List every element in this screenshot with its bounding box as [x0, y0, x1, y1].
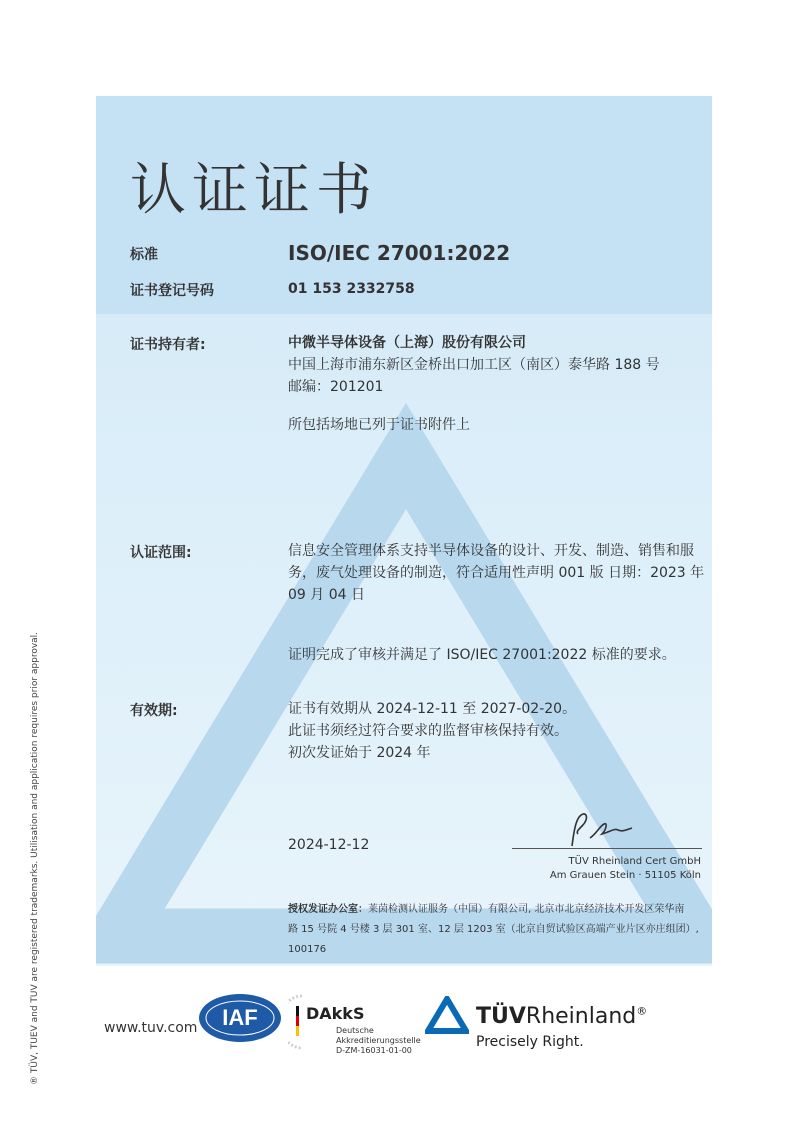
- office-line-3: 100176: [288, 944, 327, 955]
- tuv-brand-bold: TÜV: [476, 1004, 526, 1029]
- office-line-2: 路 15 号院 4 号楼 3 层 301 室、12 层 1203 室（北京自贸试验区高端产业片区亦庄组团）,: [288, 924, 699, 935]
- trademark-note: ® TÜV, TUEV and TUV are registered trademarks. Utilisation and application requires prior approval.: [30, 631, 40, 1085]
- dakks-line-3: D-ZM-16031-01-00: [336, 1046, 412, 1055]
- dakks-subtitle: [336, 1026, 421, 1056]
- office-line-1: 莱茵检测认证服务（中国）有限公司, 北京市北京经济技术开发区荣华南: [368, 904, 685, 915]
- tuv-registered-mark: ®: [636, 1004, 648, 1018]
- issuer-name: TÜV Rheinland Cert GmbH: [568, 856, 701, 867]
- scope-line-2: 务，废气处理设备的制造，符合适用性声明 001 版 日期：2023 年: [288, 565, 705, 581]
- website-link[interactable]: www.tuv.com: [104, 1020, 198, 1036]
- dakks-line-2: Akkreditierungsstelle: [336, 1036, 421, 1045]
- validity-line-2: 此证书须经过符合要求的监督审核保持有效。: [288, 723, 568, 739]
- scope-label: 认证范围:: [130, 545, 192, 561]
- standard-value: ISO/IEC 27001:2022: [288, 241, 511, 265]
- issuer-address: Am Grauen Stein · 51105 Köln: [549, 870, 701, 881]
- iaf-logo-text: IAF: [222, 1005, 258, 1030]
- dakks-flag-icon: [288, 992, 308, 1052]
- tuv-brand: [476, 1004, 647, 1029]
- scope-line-3: 09 月 04 日: [288, 587, 365, 603]
- dakks-name: DAkkS: [306, 1004, 365, 1023]
- certificate-title: 认证证书: [130, 158, 378, 223]
- validity-label: 有效期:: [130, 703, 178, 719]
- registration-label: 证书登记号码: [130, 283, 214, 299]
- issue-date: 2024-12-12: [288, 837, 370, 853]
- office-label: 授权发证办公室：: [288, 904, 368, 915]
- validity-line-3: 初次发证始于 2024 年: [288, 745, 431, 761]
- holder-company: 中微半导体设备（上海）股份有限公司: [288, 335, 526, 351]
- issuing-office: [288, 900, 708, 960]
- sites-note: 所包括场地已列于证书附件上: [288, 417, 470, 433]
- holder-label: 证书持有者:: [130, 337, 206, 353]
- tuv-slogan: Precisely Right.: [476, 1034, 584, 1050]
- scope-line-1: 信息安全管理体系支持半导体设备的设计、开发、制造、销售和服: [288, 543, 694, 559]
- signature: [566, 808, 636, 852]
- dakks-line-1: Deutsche: [336, 1026, 374, 1035]
- holder-postcode: 邮编：201201: [288, 379, 384, 395]
- holder-address: 中国上海市浦东新区金桥出口加工区（南区）泰华路 188 号: [288, 357, 660, 373]
- iaf-logo: [198, 993, 282, 1043]
- tuv-brand-rest: Rheinland: [525, 1004, 637, 1029]
- compliance-statement: 证明完成了审核并满足了 ISO/IEC 27001:2022 标准的要求。: [288, 647, 676, 663]
- signature-line: [512, 848, 702, 849]
- registration-value: 01 153 2332758: [288, 281, 415, 297]
- validity-line-1: 证书有效期从 2024-12-11 至 2027-02-20。: [288, 701, 577, 717]
- standard-label: 标准: [130, 247, 158, 263]
- tuv-triangle-icon: [425, 996, 469, 1034]
